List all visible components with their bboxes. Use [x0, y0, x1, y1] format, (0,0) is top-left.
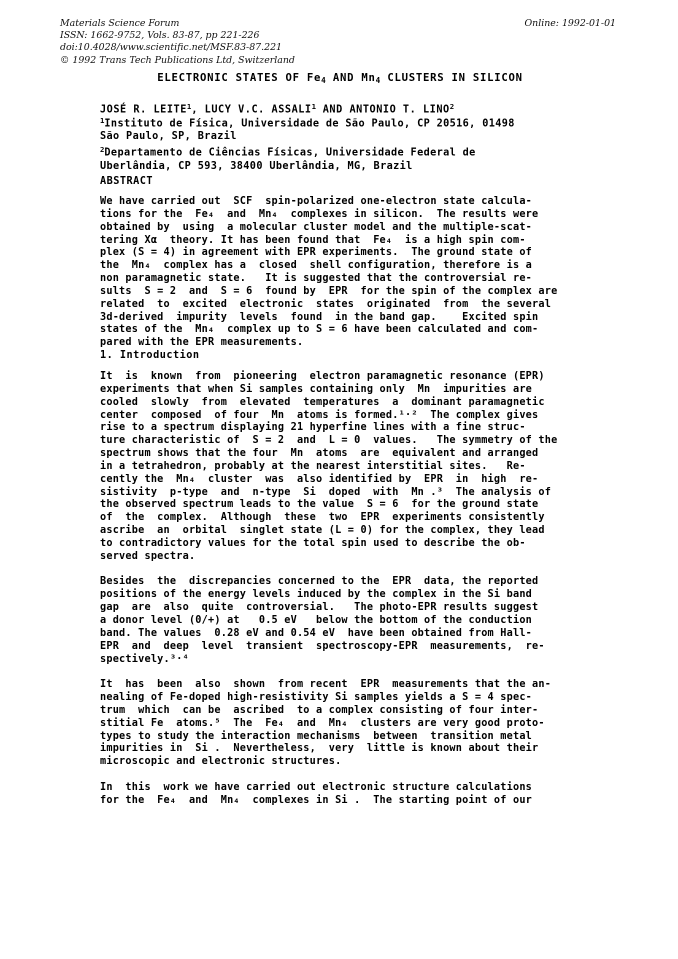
affiliation-2-line-1 [100, 143, 600, 159]
text-line: stitial Fe atoms.⁵ The Fe₄ and Mn₄ clusters are very good proto- [100, 717, 545, 729]
text-line: ascribe an orbital singlet state (L = 0) for the complex, they lead [100, 525, 545, 537]
text-line: plex (S = 4) in agreement with EPR experiments. The ground state of [100, 247, 533, 259]
text-line: We have carried out SCF spin-polarized one-electron state calcula- [100, 196, 533, 207]
text-line: microscopic and electronic structures. [100, 756, 342, 768]
text-line: related to excited electronic states originated from the several [100, 298, 552, 310]
abstract-paragraph [100, 196, 578, 350]
journal-name: Materials Science Forum [60, 18, 180, 29]
text-line: EPR and deep level transient spectroscopy-EPR measurements, re- [100, 640, 545, 652]
journal-doi: doi:10.4028/www.scientific.net/MSF.83-87.221 [60, 42, 283, 54]
text-line: ture characteristic of S = 2 and L = 0 values. The symmetry of the [100, 435, 558, 447]
article-title-subscript-1: 4 [321, 76, 326, 86]
text-line: trum which can be ascribed to a complex consisting of four inter- [100, 704, 539, 716]
text-line: nealing of Fe-doped high-resistivity Si samples yields a S = 4 spec- [100, 692, 533, 703]
text-line: pared with the EPR measurements. [100, 337, 304, 349]
text-line: sistivity p-type and n-type Si doped with Mn .³ The analysis of [100, 486, 552, 498]
affiliation-list [100, 114, 600, 173]
article-title-part-3: CLUSTERS IN SILICON [380, 72, 523, 84]
text-line: obtained by using a molecular cluster model and the multiple-scat- [100, 221, 533, 233]
text-line: rise to a spectrum displaying 21 hyperfine lines with a fine struc- [100, 422, 526, 434]
text-line: for the Fe₄ and Mn₄ complexes in Si . The starting point of our [100, 794, 533, 806]
article-title-part-1: ELECTRONIC STATES OF Fe [157, 72, 322, 84]
journal-header-row-1 [60, 18, 618, 30]
text-line: sults S = 2 and S = 6 found by EPR for the spin of the complex are [100, 285, 558, 297]
text-line: band. The values 0.28 eV and 0.54 eV have been obtained from Hall- [100, 627, 533, 639]
text-line: In this work we have carried out electronic structure calculations [100, 781, 533, 793]
abstract-body [100, 196, 578, 350]
text-line: the Mn₄ complex has a closed shell configuration, therefore is a [100, 260, 533, 272]
affiliation-marker-1: 1 [100, 116, 105, 125]
affiliation-2-text-1: Departamento de Ciências Físicas, Universidade Federal de [104, 147, 476, 159]
journal-header [60, 18, 618, 67]
author-affiliation-marker-3: 2 [449, 102, 455, 111]
text-line: It has been also shown from recent EPR measurements that the an- [100, 679, 552, 691]
article-title-part-2: AND Mn [325, 72, 376, 84]
text-line: states of the Mn₄ complex up to S = 6 have been calculated and com- [100, 324, 539, 336]
text-line: spectrum shows that the four Mn atoms are equivalent and arranged [100, 448, 539, 460]
text-line: the observed spectrum leads to the value S = 6 for the ground state [100, 499, 539, 511]
text-line: in a tetrahedron, probably at the nearest interstitial sites. Re- [100, 460, 526, 472]
text-line: gap are also quite controversial. The photo-EPR results suggest [100, 602, 539, 614]
affiliation-1-text-1: Instituto de Física, Universidade de São Paulo, CP 20516, 01498 [104, 118, 515, 130]
affiliation-marker-2: 2 [100, 145, 105, 155]
introduction-body [100, 371, 578, 808]
text-line: types to study the interaction mechanisms between transition metal [100, 730, 533, 742]
text-line: to contradictory values for the total spin used to describe the ob- [100, 537, 526, 549]
text-line: cooled slowly from elevated temperatures a dominant paramagnetic [100, 396, 545, 408]
text-line: It is known from pioneering electron paramagnetic resonance (EPR) [100, 371, 545, 382]
text-line: cently the Mn₄ cluster was also identified by EPR in high re- [100, 473, 539, 485]
text-line: served spectra. [100, 550, 196, 562]
text-line: 3d-derived impurity levels found in the band gap. Excited spin [100, 311, 539, 323]
abstract-heading: ABSTRACT [100, 176, 154, 187]
affiliation-1-line-2: São Paulo, SP, Brazil [100, 131, 237, 143]
text-line: tering Xα theory. It has been found that Fe₄ is a high spin com- [100, 234, 526, 246]
author-name-1: JOSÉ R. LEITE [100, 104, 187, 116]
introduction-paragraph-2 [100, 576, 578, 666]
text-line: tions for the Fe₄ and Mn₄ complexes in silicon. The results were [100, 208, 539, 220]
author-name-2: , LUCY V.C. ASSALI [191, 104, 312, 116]
affiliation-2-line-2: Uberlândia, CP 593, 38400 Uberlândia, MG, Brazil [100, 160, 413, 172]
author-affiliation-marker-2: 1 [311, 102, 317, 111]
author-name-3: AND ANTONIO T. LINO [316, 104, 450, 116]
text-line: spectively.³·⁴ [100, 653, 189, 665]
introduction-paragraph-1 [100, 371, 578, 564]
author-affiliation-marker-1: 1 [186, 102, 192, 111]
introduction-heading: 1. Introduction [100, 350, 200, 361]
journal-online-date: Online: 1992-01-01 [524, 18, 616, 29]
text-line: positions of the energy levels induced by the complex in the Si band [100, 589, 533, 601]
introduction-paragraph-4 [100, 782, 578, 808]
text-line: Besides the discrepancies concerned to the EPR data, the reported [100, 576, 539, 588]
journal-copyright: © 1992 Trans Tech Publications Ltd, Switzerland [60, 54, 295, 66]
introduction-paragraph-3 [100, 679, 578, 769]
text-line: of the complex. Although these two EPR experiments consistently [100, 512, 545, 524]
text-line: a donor level (0/+) at 0.5 eV below the bottom of the conduction [100, 614, 533, 626]
text-line: experiments that when Si samples containing only Mn impurities are [100, 383, 533, 395]
text-line: non paramagnetic state. It is suggested that the controversial re- [100, 273, 533, 285]
affiliation-1-line-1 [100, 114, 600, 130]
text-line: center composed of four Mn atoms is formed.¹·² The complex gives [100, 409, 539, 421]
article-title [60, 72, 620, 85]
text-line: impurities in Si . Nevertheless, very little is known about their [100, 743, 539, 755]
journal-issn: ISSN: 1662-9752, Vols. 83-87, pp 221-226 [60, 30, 260, 42]
article-title-subscript-2: 4 [375, 76, 381, 86]
